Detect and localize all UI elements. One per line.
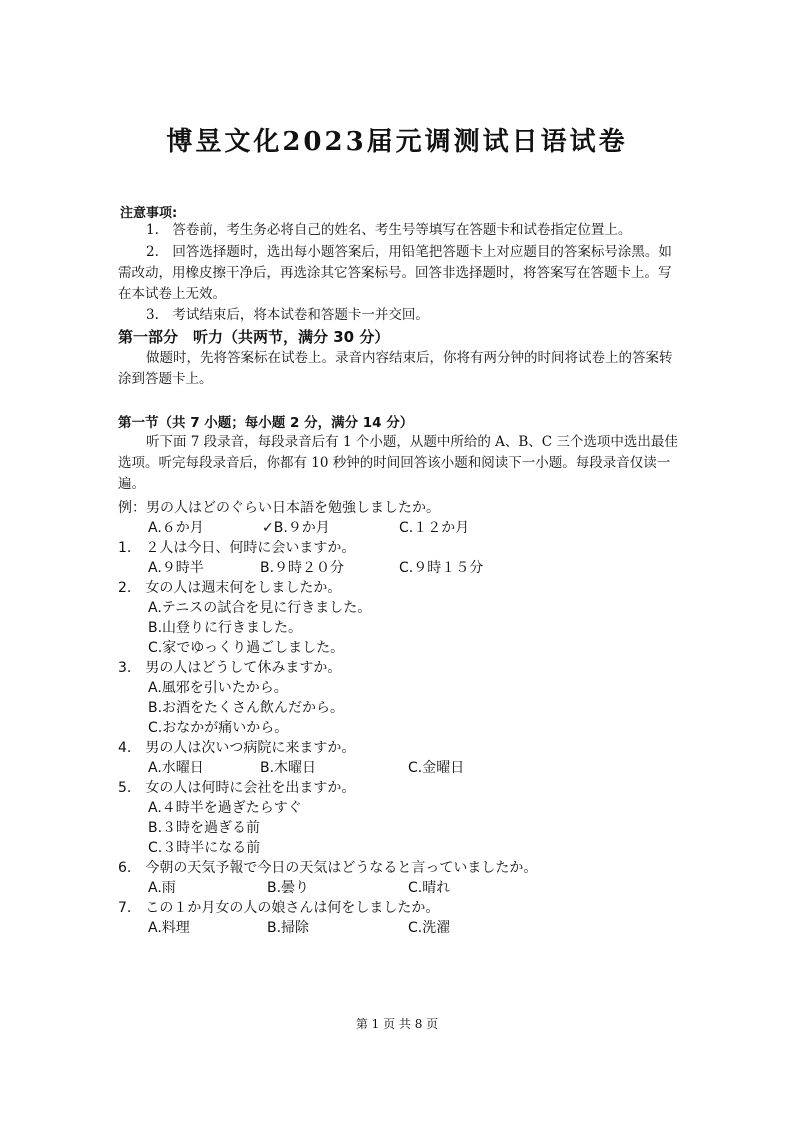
notice-item-1-text: 1. 答卷前，考生务必将自己的姓名、考生号等填写在答题卡和试卷指定位置上。 [146,222,632,238]
question-1-option-a: A.９時半 [148,560,204,576]
question-6-option-a: A.雨 [148,880,176,896]
question-2-option-a: A.テニスの試合を見に行きました。 [148,600,372,616]
question-6-option-c: C.晴れ [408,880,451,896]
question-5-option-b: B.３時を過ぎる前 [148,820,261,836]
question-6-stem: 6. 今朝の天気予報で今日の天気はどうなると言っていましたか。 [118,860,538,876]
question-7-option-b: B.掃除 [267,920,310,936]
page-footer: 第 1 页 共 8 页 [355,1017,439,1031]
part1-instruction-text: 做题时，先将答案标在试卷上。录音内容结束后，你将有两分钟的时间将试卷上的答案转涂到答题卡上。 [118,350,673,387]
question-2-option-c: C.家でゆっくり過ごしました。 [148,640,345,656]
question-4-option-a: A.水曜日 [148,760,204,776]
question-7-stem: 7. この１か月女の人の娘さんは何をしましたか。 [118,900,440,916]
question-4-stem: 4. 男の人は次いつ病院に来ますか。 [118,740,356,756]
question-1-option-b: B.９時２０分 [260,560,345,576]
question-7-option-c: C.洗濯 [408,920,451,936]
notice-item-2 [118,242,678,305]
question-1-stem: 1. ２人は今日、何時に会いますか。 [118,540,356,556]
notice-heading: 注意事项: [120,206,178,221]
notice-item-1 [118,220,678,241]
question-2-option-b: B.山登りに行きました。 [148,620,303,636]
section1-instruction [118,432,678,495]
section1-instruction-text: 听下面 7 段录音，每段录音后有 1 个小题，从题中所给的 A、B、C 三个选项中选出最佳选项。听完每段录音后，你都有 10 秒钟的时间回答该小题和阅读下一小题。每段录音仅读一遍。 [118,434,678,492]
question-3-option-c: C.おなかが痛いから。 [148,720,289,736]
example-option-a: A.６か月 [148,520,204,536]
page-title: 博昱文化2023届元调测试日语试卷 [166,127,628,157]
question-1-option-c: C.９時１５分 [399,560,484,576]
part1-instruction [118,348,678,390]
question-7-option-a: A.料理 [148,920,190,936]
question-3-stem: 3. 男の人はどうして休みますか。 [118,660,342,676]
part1-heading: 第一部分 听力（共两节，满分 30 分） [118,328,390,346]
notice-item-3 [118,305,678,326]
notice-item-2-text: 2. 回答选择题时，选出每小题答案后，用铅笔把答题卡上对应题目的答案标号涂黑。如需改动，用橡皮擦干净后，再选涂其它答案标号。回答非选择题时，将答案写在答题卡上。写在本试卷上无效。 [118,244,672,302]
question-2-stem: 2. 女の人は週末何をしましたか。 [118,580,342,596]
section1-heading: 第一节（共 7 小题；每小题 2 分，满分 14 分） [118,415,414,431]
question-4-option-b: B.木曜日 [260,760,317,776]
question-3-option-a: A.風邪を引いたから。 [148,680,288,696]
question-6-option-b: B.曇り [267,880,310,896]
example-option-c: C.１２か月 [399,520,470,536]
question-5-stem: 5. 女の人は何時に会社を出ますか。 [118,780,356,796]
example-stem: 例：男の人はどのぐらい日本語を勉強しましたか。 [118,500,440,516]
question-5-option-a: A.４時半を過ぎたらすぐ [148,800,302,816]
question-3-option-b: B.お酒をたくさん飲んだから。 [148,700,345,716]
example-option-b: ✓B.９か月 [262,520,330,536]
question-5-option-c: C.３時半になる前 [148,840,261,856]
question-4-option-c: C.金曜日 [408,760,465,776]
notice-item-3-text: 3. 考试结束后，将本试卷和答题卡一并交回。 [146,307,429,323]
